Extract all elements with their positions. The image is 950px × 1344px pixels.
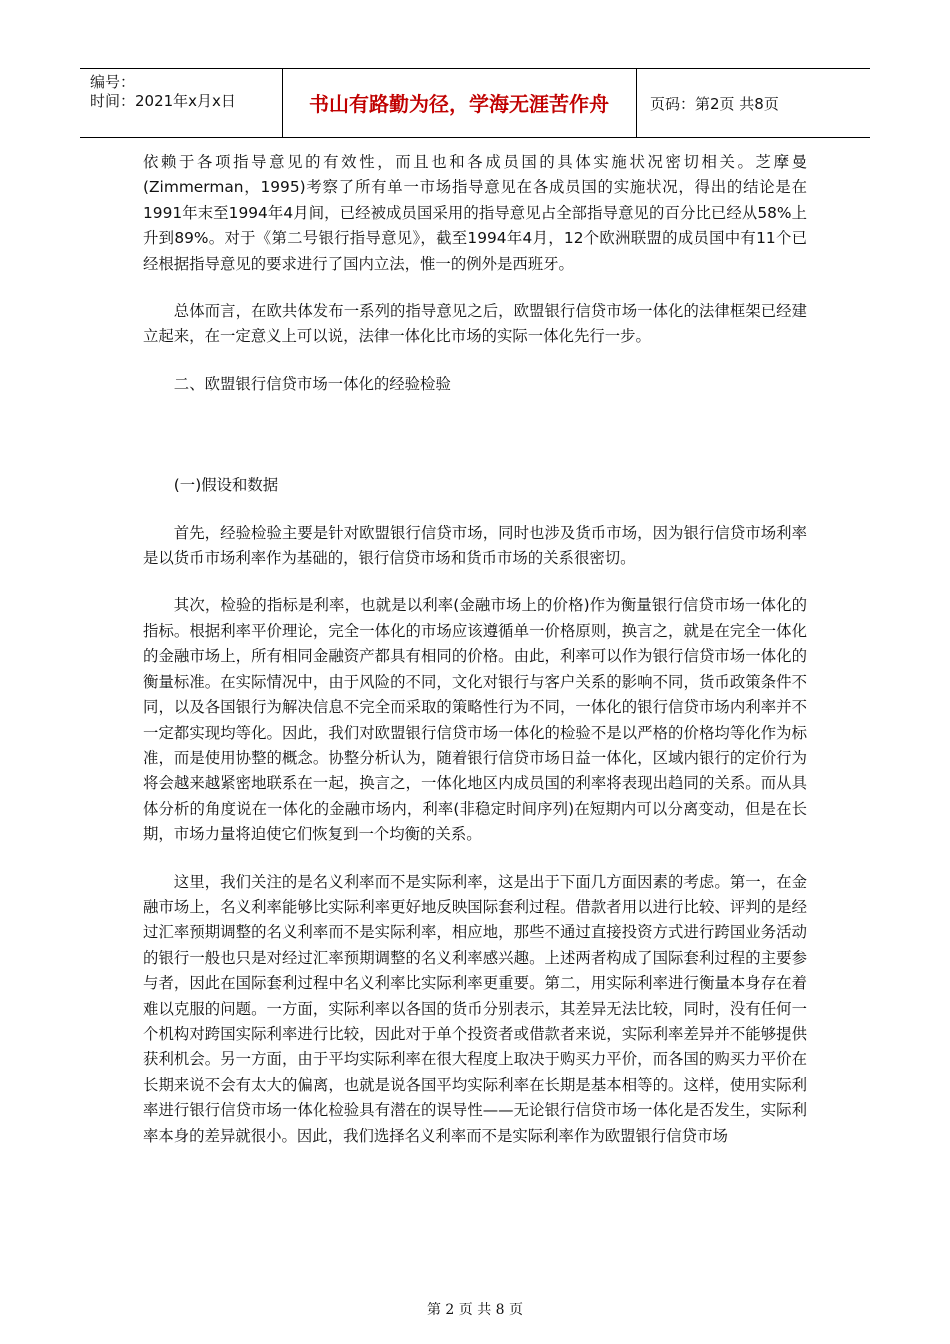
paragraph-first: 首先，经验检验主要是针对欧盟银行信贷市场，同时也涉及货币市场，因为银行信贷市场利率是以货币市场利率作为基础的，银行信贷市场和货币市场的关系很密切。 (143, 523, 807, 568)
page-code: 页码：第2页 共8页 (650, 95, 779, 113)
header-page-cell (636, 69, 870, 137)
paragraph-continuation: 依赖于各项指导意见的有效性，而且也和各成员国的具体实施状况密切相关。芝摩曼(Zimmerman，1995)考察了所有单一市场指导意见在各成员国的实施状况，得出的结论是在1991年末至1994年4月间，已经被成员国采用的指导意见占全部指导意见的百分比已经从58%上升到89%。对于《第二号银行指导意见》，截至1994年4月，12个欧洲联盟的成员国中有11个已经根据指导意见的要求进行了国内立法，惟一的例外是西班牙。 (143, 153, 807, 273)
header-motto-cell (282, 69, 637, 137)
paragraph-second: 其次，检验的指标是利率，也就是以利率(金融市场上的价格)作为衡量银行信贷市场一体化的指标。根据利率平价理论，完全一体化的市场应该遵循单一价格原则，换言之，就是在完全一体化的金融市场上，所有相同金融资产都具有相同的价格。由此，利率可以作为银行信贷市场一体化的衡量标准。在实际情况中，由于风险的不同，文化对银行与客户关系的影响不同，货币政策条件不同，以及各国银行为解决信息不完全而采取的策略性行为不同，一体化的银行信贷市场内利率并不一定都实现均等化。因此，我们对欧盟银行信贷市场一体化的检验不是以严格的价格均等化作为标准，而是使用协整的概念。协整分析认为，随着银行信贷市场日益一体化，区域内银行的定价行为将会越来越紧密地联系在一起，换言之，一体化地区内成员国的利率将表现出趋同的关系。而从具体分析的角度说在一体化的金融市场内，利率(非稳定时间序列)在短期内可以分离变动，但是在长期，市场力量将迫使它们恢复到一个均衡的关系。 (143, 596, 807, 844)
header-meta-cell (80, 69, 283, 137)
subsection-heading: (一)假设和数据 (173, 476, 279, 495)
page-footer: 第 2 页 共 8 页 (426, 1302, 524, 1318)
document-number-label: 编号： (90, 73, 136, 91)
motto-text: 书山有路勤为径，学海无涯苦作舟 (309, 92, 609, 116)
document-body (143, 150, 807, 1149)
document-date: 时间：2021年x月x日 (90, 92, 236, 110)
section-heading: 二、欧盟银行信贷市场一体化的经验检验 (173, 374, 451, 393)
paragraph-summary: 总体而言，在欧共体发布一系列的指导意见之后，欧盟银行信贷市场一体化的法律框架已经建立起来，在一定意义上可以说，法律一体化比市场的实际一体化先行一步。 (143, 302, 807, 346)
header-table (80, 68, 870, 138)
paragraph-third: 这里，我们关注的是名义利率而不是实际利率，这是出于下面几方面因素的考虑。第一，在金融市场上，名义利率能够比实际利率更好地反映国际套利过程。借款者用以进行比较、评判的是经过汇率预期调整的名义利率而不是实际利率，相应地，那些不通过直接投资方式进行跨国业务活动的银行一般也只是对经过汇率预期调整的名义利率感兴趣。上述两者构成了国际套利过程的主要参与者，因此在国际套利过程中名义利率比实际利率更重要。第二，用实际利率进行衡量本身存在着难以克服的问题。一方面，实际利率以各国的货币分别表示，其差异无法比较，同时，没有任何一个机构对跨国实际利率进行比较，因此对于单个投资者或借款者来说，实际利率差异并不能够提供获利机会。另一方面，由于平均实际利率在很大程度上取决于购买力平价，而各国的购买力平价在长期来说不会有太大的偏离，也就是说各国平均实际利率在长期是基本相等的。这样，使用实际利率进行银行信贷市场一体化检验具有潜在的误导性——无论银行信贷市场一体化是否发生，实际利率本身的差异就很小。因此，我们选择名义利率而不是实际利率作为欧盟银行信贷市场 (143, 872, 807, 1145)
